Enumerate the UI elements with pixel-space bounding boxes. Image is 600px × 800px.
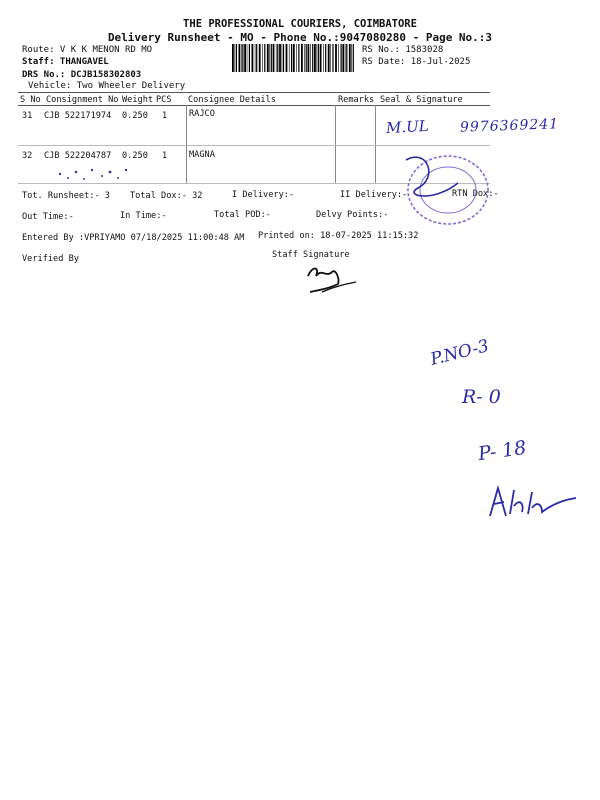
- staff-signature-scribble: [302, 264, 360, 294]
- handwritten-receiver-name: M.UL: [385, 116, 430, 138]
- col-consignee: Consignee Details: [188, 95, 276, 105]
- delvy-points: Delvy Points:-: [316, 210, 389, 220]
- company-title: THE PROFESSIONAL COURIERS, COIMBATORE: [183, 18, 417, 30]
- total-dox: Total Dox:- 32: [130, 191, 203, 201]
- verified-by: Verified By: [22, 254, 79, 264]
- staff-text: Staff: THANGAVEL: [22, 57, 109, 67]
- vehicle-text: Vehicle: Two Wheeler Delivery: [28, 81, 186, 91]
- total-runsheet: Tot. Runsheet:- 3: [22, 191, 110, 201]
- scan-noise: [50, 160, 140, 186]
- in-time: In Time:-: [120, 211, 167, 221]
- runsheet-subtitle: Delivery Runsheet - MO - Phone No.:9047080280 - Page No.:3: [107, 31, 493, 44]
- barcode-image: [232, 44, 356, 72]
- drs-number: DRS No.: DCJB158302803: [22, 70, 142, 80]
- rtn-dox: RTN Dox:-: [452, 189, 499, 199]
- row-31-weight: 0.250: [122, 111, 148, 121]
- out-time: Out Time:-: [22, 212, 74, 222]
- row-31-consignee: RAJCO: [189, 109, 215, 119]
- col-consignment: Consignment No: [46, 95, 119, 105]
- row-32-pcs: 1: [162, 151, 168, 161]
- i-delivery: I Delivery:-: [232, 190, 295, 200]
- col-sno: S No: [20, 95, 41, 105]
- ii-delivery: II Delivery:-: [340, 190, 408, 200]
- col-seal-signature: Seal & Signature: [380, 95, 463, 105]
- col-remarks: Remarks: [338, 95, 375, 105]
- row-32-consignment: CJB 522204787: [44, 151, 112, 161]
- handwritten-page-note: P.NO-3: [428, 336, 491, 370]
- col-pcs: PCS: [156, 95, 172, 105]
- rs-number: RS No.: 1583028: [362, 45, 444, 55]
- row-31-consignment: CJB 522171974: [44, 111, 112, 121]
- received-stamp: [398, 148, 496, 230]
- handwritten-initials: [486, 482, 578, 522]
- row-32-weight: 0.250: [122, 151, 148, 161]
- total-pod: Total POD:-: [214, 210, 271, 220]
- handwritten-p-note: P- 18: [476, 436, 528, 466]
- entered-by: Entered By :VPRIYAMO 07/18/2025 11:00:48 AM: [22, 233, 245, 243]
- row-32-sno: 32: [22, 151, 33, 161]
- row-31-pcs: 1: [162, 111, 168, 121]
- row-31-sno: 31: [22, 111, 33, 121]
- rs-date: RS Date: 18-Jul-2025: [362, 57, 471, 67]
- handwritten-phone-number: 9976369241: [459, 116, 560, 136]
- col-weight: Weight: [122, 95, 154, 105]
- printed-on: Printed on: 18-07-2025 11:15:32: [258, 231, 419, 241]
- staff-signature-label: Staff Signature: [272, 250, 350, 260]
- route-text: Route: V K K MENON RD MO: [22, 45, 153, 55]
- handwritten-r-note: R- 0: [462, 386, 501, 408]
- row-32-consignee: MAGNA: [189, 150, 215, 160]
